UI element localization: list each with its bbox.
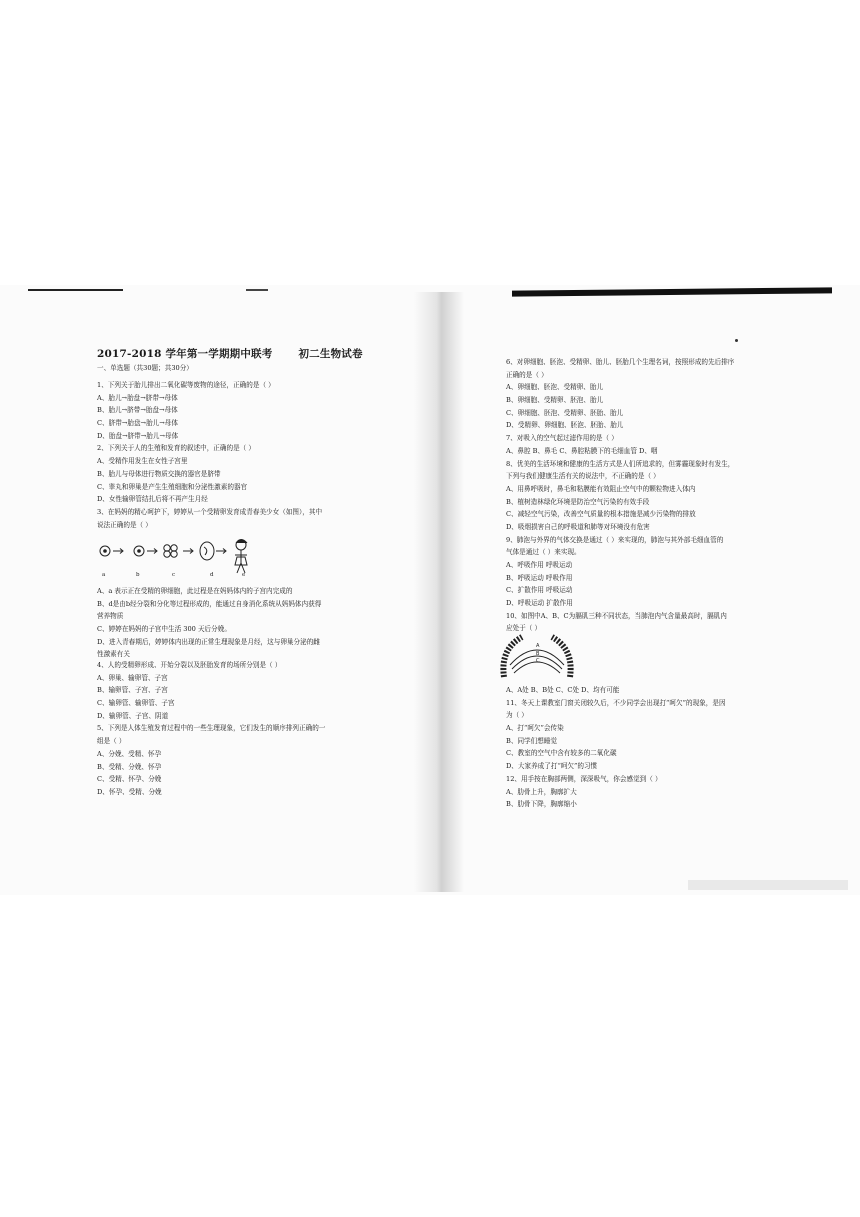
- option-line: A、卵细胞、胚泡、受精卵、胎儿: [506, 383, 604, 392]
- option-line: B、输卵管、子宫、子宫: [97, 686, 168, 695]
- exam-title: [97, 346, 363, 361]
- question-line: 正确的是（ ）: [506, 370, 548, 379]
- option-line: B、d是由b经分裂和分化等过程形成的，能通过自身消化系统从妈妈体内获得: [97, 599, 322, 608]
- option-line: A、a 表示正在受精的卵细胞，此过程是在妈妈体内的子宫内完成的: [97, 587, 293, 595]
- sequence-label-e: e: [242, 572, 246, 578]
- option-line: B、呼吸运动 呼吸作用: [506, 573, 573, 582]
- option-line: A、胎儿→胎盘→脐带→母体: [97, 393, 178, 402]
- option-line: C、婷婷在妈妈的子宫中生活 300 天后分娩。: [97, 625, 231, 634]
- scan-edge-mark: [246, 289, 268, 291]
- sequence-label-c: c: [172, 572, 176, 578]
- option-line: B、胎儿与母体进行物质交换的器官是脐带: [97, 469, 221, 478]
- option-line: C、受精、怀孕、分娩: [97, 775, 162, 784]
- question-line: 3、在妈妈的精心呵护下，婷婷从一个受精卵发育成青春美少女（如图），其中: [97, 507, 323, 516]
- scan-edge-bottom: [688, 880, 848, 890]
- question-line: 9、肺泡与外界的气体交换是通过（ ）来实现的，肺泡与其外部毛细血管的: [506, 535, 724, 544]
- question-line: 12、用手按在胸部两侧，深深吸气，你会感觉到（ ）: [506, 774, 662, 783]
- questions-left-part-b: [97, 585, 321, 661]
- sequence-label-a: a: [102, 572, 106, 578]
- option-line: A、卵巢、输卵管、子宫: [97, 673, 168, 682]
- option-line: A、受精作用发生在女性子宫里: [97, 457, 188, 466]
- development-sequence-drawing: [97, 537, 262, 581]
- option-line: B、胎儿→脐带→胎盘→母体: [97, 406, 178, 415]
- option-line: B、植树造林绿化环境是防治空气污染的有效手段: [506, 497, 650, 506]
- option-line: A、用鼻呼吸时，鼻毛和粘膜能有效阻止空气中的颗粒物进入体内: [506, 484, 696, 493]
- option-line: D、吸烟损害自己的呼吸道和肺等对环境没有危害: [506, 522, 650, 531]
- option-line: C、脐带→胎盘→胎儿→母体: [97, 419, 178, 428]
- questions-left-part-a: [97, 379, 322, 531]
- option-line: C、扩散作用 呼吸运动: [506, 586, 573, 595]
- question-line: 8、优美的生活环境和健康的生活方式是人们所追求的，但雾霾现象时有发生，: [506, 459, 735, 468]
- option-line: C、输卵管、输卵管、子宫: [97, 699, 175, 708]
- option-line: D、受精卵、卵细胞、胚泡、胚胎、胎儿: [506, 421, 624, 430]
- scan-edge-line: [28, 289, 123, 291]
- question-line: 应处于（ ）: [506, 624, 542, 633]
- option-line: D、女性输卵管结扎后将不再产生月经: [97, 495, 208, 504]
- option-line: A、分娩、受精、怀孕: [97, 749, 162, 758]
- questions-right-part-a: [506, 356, 734, 635]
- exam-title-main: 2017-2018 学年第一学期期中联考: [97, 348, 273, 360]
- questions-left-part-c: [97, 659, 325, 799]
- option-line: B、卵细胞、受精卵、胚泡、胎儿: [506, 396, 604, 405]
- questions-right-part-b: [506, 684, 726, 811]
- book-spine-shadow: [414, 292, 464, 892]
- option-line: 性激素有关: [97, 650, 130, 659]
- option-line: C、睾丸和卵巢是产生生殖细胞和分泌性激素的器官: [97, 482, 248, 491]
- option-line: D、输卵管、子宫、阴道: [97, 711, 169, 720]
- question-line: 10、如图中A、B、C为膈肌三种不同状态，当肺泡内气含量最高时，膈肌内: [506, 611, 727, 620]
- question-line: 5、下列是人体生殖发育过程中的一些生理现象，它们发生的顺序排列正确的一: [97, 724, 326, 733]
- option-line: A、鼻腔 B、鼻毛 C、鼻腔粘膜下的毛细血管 D、咽: [506, 446, 658, 455]
- development-sequence-figure: [97, 537, 262, 581]
- question-line: 11、冬天上课教室门窗关闭较久后，不少同学会出现打“呵欠”的现象，是因: [506, 698, 726, 707]
- option-line: D、大家养成了打“呵欠”的习惯: [506, 762, 598, 771]
- figure-label-b: B: [536, 651, 540, 657]
- option-line: A、呼吸作用 呼吸运动: [506, 561, 573, 569]
- section-heading: 一、单选题（共30题；共30分）: [97, 364, 193, 372]
- question-line: 4、人的受精卵形成、开始分裂以及胚胎发育的场所分别是（ ）: [97, 661, 282, 669]
- question-line: 1、下列关于胎儿排出二氧化碳等废物的途径，正确的是（ ）: [97, 381, 275, 389]
- question-line: 2、下列关于人的生殖和发育的叙述中，正确的是（ ）: [97, 444, 255, 453]
- option-line: B、受精、分娩、怀孕: [97, 762, 162, 771]
- figure-label-a: A: [536, 643, 540, 649]
- question-line: 下列与我们健康生活有关的说法中，不正确的是（ ）: [506, 472, 660, 481]
- option-line: D、怀孕、受精、分娩: [97, 787, 162, 796]
- option-line: B、同学们想睡觉: [506, 736, 558, 745]
- diaphragm-drawing: [496, 629, 578, 681]
- option-line: B、肋骨下降，胸廓缩小: [506, 800, 577, 809]
- option-line: A、肋骨上升，胸廓扩大: [506, 787, 577, 796]
- diaphragm-figure: [496, 629, 578, 681]
- scan-speck: [735, 339, 738, 342]
- question-line: 为（ ）: [506, 711, 528, 720]
- option-line: C、卵细胞、胚泡、受精卵、胚胎、胎儿: [506, 408, 624, 417]
- option-line: A、打“呵欠”会传染: [506, 724, 564, 733]
- figure-label-c: C: [536, 658, 540, 664]
- option-line: D、进入青春期后，婷婷体内出现的正常生理现象是月经，这与卵巢分泌的雌: [97, 637, 320, 646]
- question-line: 气体是通过（ ）来实现。: [506, 548, 581, 557]
- option-line: C、教室的空气中含有较多的二氧化碳: [506, 749, 617, 758]
- question-line: 6、对卵细胞、胚泡、受精卵、胎儿、胚胎几个生理名词，按照形成的先后排序: [506, 358, 735, 366]
- option-line: A、A处 B、B处 C、C处 D、均有可能: [506, 686, 620, 694]
- option-line: D、胎盘→脐带→胎儿→母体: [97, 431, 179, 440]
- option-line: D、呼吸运动 扩散作用: [506, 599, 573, 608]
- option-line: C、减轻空气污染，改善空气质量的根本措施是减少污染物的排放: [506, 510, 696, 519]
- sequence-label-b: b: [136, 572, 140, 578]
- question-line: 说法正确的是（ ）: [97, 520, 152, 529]
- question-line: 组是（ ）: [97, 737, 126, 746]
- exam-subtitle: 初二生物试卷: [298, 348, 363, 360]
- sequence-label-d: d: [210, 572, 214, 578]
- option-line: 营养物质: [97, 612, 124, 621]
- question-line: 7、对吸入的空气起过滤作用的是（ ）: [506, 434, 618, 443]
